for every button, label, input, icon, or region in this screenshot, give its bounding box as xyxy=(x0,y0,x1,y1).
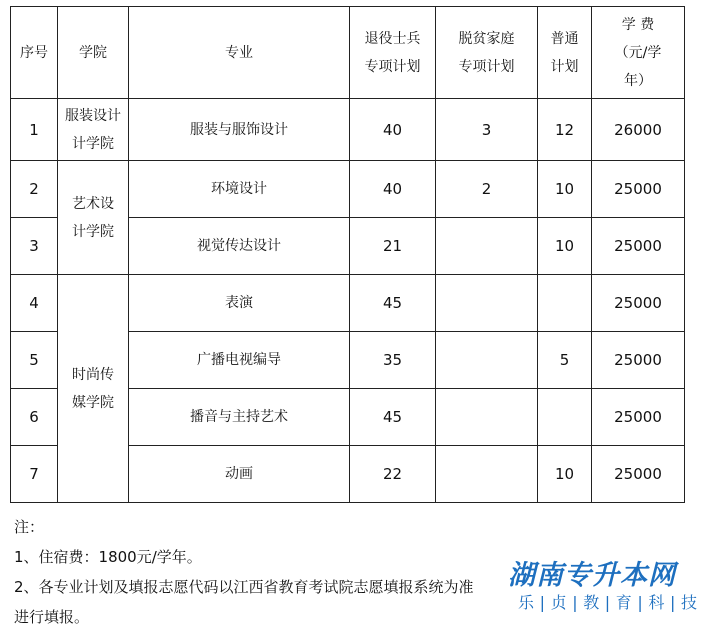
header-veteran-line1: 退役士兵 xyxy=(364,30,421,47)
cell-poverty xyxy=(436,446,538,503)
cell-major: 播音与主持艺术 xyxy=(129,389,350,446)
cell-college-art xyxy=(58,161,129,275)
cell-college-fashion xyxy=(58,99,129,161)
header-tuition-line3: 年） xyxy=(624,72,652,89)
cell-tuition: 25000 xyxy=(592,161,685,218)
cell-college-media xyxy=(58,275,129,503)
cell-general: 12 xyxy=(538,99,592,161)
college-art-line1: 艺术设 xyxy=(72,195,114,212)
cell-poverty: 2 xyxy=(436,161,538,218)
header-major: 专业 xyxy=(129,7,350,99)
cell-poverty: 3 xyxy=(436,99,538,161)
cell-major: 环境设计 xyxy=(129,161,350,218)
cell-general: 10 xyxy=(538,218,592,275)
cell-index: 4 xyxy=(11,275,58,332)
cell-major: 视觉传达设计 xyxy=(129,218,350,275)
header-poverty-line1: 脱贫家庭 xyxy=(458,30,515,47)
cell-major: 动画 xyxy=(129,446,350,503)
watermark-logo xyxy=(508,560,703,614)
watermark-name: 湖南专升本网 xyxy=(508,560,676,591)
cell-veteran: 35 xyxy=(350,332,436,389)
table-row xyxy=(11,161,685,218)
header-general-line2: 计划 xyxy=(550,58,579,75)
cell-general xyxy=(538,275,592,332)
cell-general: 10 xyxy=(538,446,592,503)
watermark-separator: | xyxy=(539,593,545,612)
header-tuition-line1: 学 费 xyxy=(621,16,655,33)
college-fashion-line2: 计学院 xyxy=(72,135,114,152)
cell-index: 1 xyxy=(11,99,58,161)
note-application-code: 2、各专业计划及填报志愿代码以江西省教育考试院志愿填报系统为准 xyxy=(14,578,474,596)
cell-veteran: 40 xyxy=(350,99,436,161)
cell-veteran: 22 xyxy=(350,446,436,503)
cell-poverty xyxy=(436,389,538,446)
cell-major: 广播电视编导 xyxy=(129,332,350,389)
table-row xyxy=(11,99,685,161)
cell-tuition: 25000 xyxy=(592,389,685,446)
college-media-line2: 媒学院 xyxy=(72,394,114,411)
watermark-char: 科 xyxy=(648,593,665,612)
note-application-code-cont: 进行填报。 xyxy=(14,608,90,626)
watermark-char: 贞 xyxy=(550,593,567,612)
enrollment-plan-table xyxy=(10,6,685,503)
header-general-line1: 普通 xyxy=(550,30,579,47)
watermark-char: 乐 xyxy=(518,593,535,612)
college-fashion-line1: 服装设计 xyxy=(65,107,121,124)
watermark-subtitle xyxy=(508,592,703,614)
cell-poverty xyxy=(436,332,538,389)
cell-general: 5 xyxy=(538,332,592,389)
header-veteran-plan xyxy=(350,7,436,99)
header-index: 序号 xyxy=(11,7,58,99)
cell-tuition: 26000 xyxy=(592,99,685,161)
header-poverty-plan xyxy=(436,7,538,99)
watermark-separator: | xyxy=(604,593,611,612)
watermark-char: 技 xyxy=(680,593,697,612)
cell-veteran: 45 xyxy=(350,389,436,446)
cell-index: 6 xyxy=(11,389,58,446)
cell-veteran: 21 xyxy=(350,218,436,275)
cell-general xyxy=(538,389,592,446)
cell-tuition: 25000 xyxy=(592,218,685,275)
header-veteran-line2: 专项计划 xyxy=(364,58,421,75)
watermark-char: 育 xyxy=(615,593,632,612)
header-general-plan xyxy=(538,7,592,99)
cell-general: 10 xyxy=(538,161,592,218)
table-header-row xyxy=(11,7,685,99)
college-media-line1: 时尚传 xyxy=(72,366,114,383)
cell-index: 7 xyxy=(11,446,58,503)
note-accommodation-fee: 1、住宿费：1800元/学年。 xyxy=(14,548,202,566)
cell-veteran: 45 xyxy=(350,275,436,332)
table-row xyxy=(11,275,685,332)
cell-major: 服装与服饰设计 xyxy=(129,99,350,161)
watermark-separator: | xyxy=(669,593,676,612)
cell-index: 5 xyxy=(11,332,58,389)
cell-tuition: 25000 xyxy=(592,446,685,503)
cell-tuition: 25000 xyxy=(592,332,685,389)
cell-tuition: 25000 xyxy=(592,275,685,332)
notes-heading: 注： xyxy=(14,518,45,536)
cell-veteran: 40 xyxy=(350,161,436,218)
header-tuition-line2: （元/学 xyxy=(614,44,662,61)
college-art-line2: 计学院 xyxy=(72,223,114,240)
watermark-char: 教 xyxy=(583,593,600,612)
watermark-separator: | xyxy=(637,593,643,612)
notes-section xyxy=(14,512,534,632)
cell-poverty xyxy=(436,218,538,275)
cell-index: 2 xyxy=(11,161,58,218)
header-tuition xyxy=(592,7,685,99)
header-college: 学院 xyxy=(58,7,129,99)
cell-major: 表演 xyxy=(129,275,350,332)
cell-index: 3 xyxy=(11,218,58,275)
header-poverty-line2: 专项计划 xyxy=(458,58,515,75)
cell-poverty xyxy=(436,275,538,332)
watermark-separator: | xyxy=(572,593,578,612)
